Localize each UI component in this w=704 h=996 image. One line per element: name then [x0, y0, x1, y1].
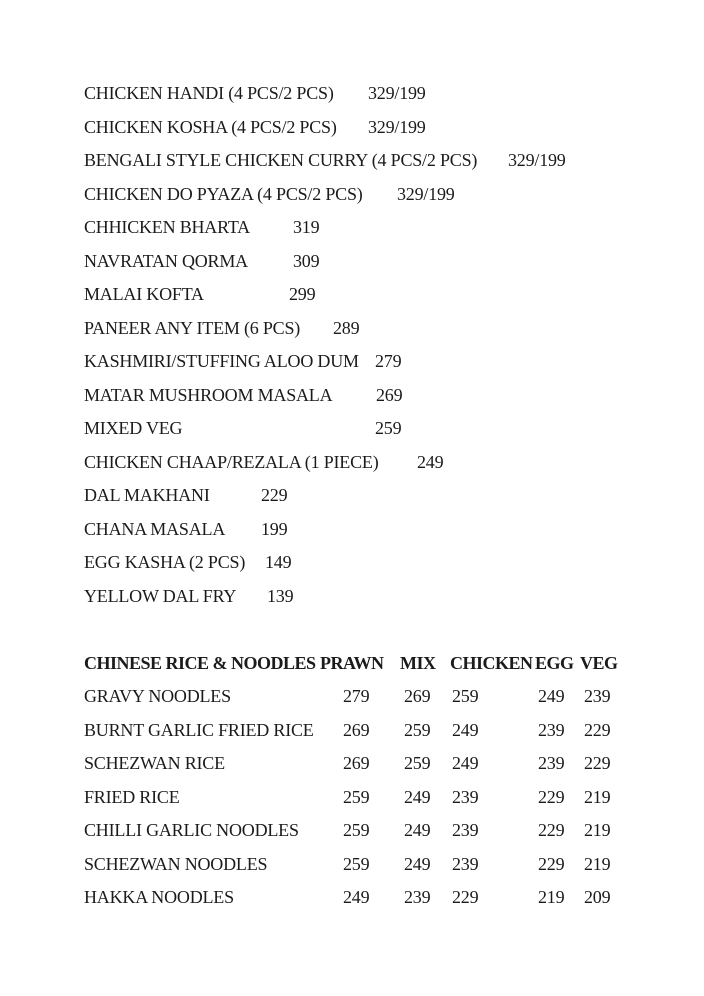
price-cell: 279 [343, 686, 370, 706]
menu-item-name: PANEER ANY ITEM (6 PCS) [84, 317, 301, 338]
menu-item-price: 329/199 [397, 183, 455, 204]
main-menu-section [84, 77, 644, 613]
price-cell: 259 [404, 719, 431, 740]
chinese-section [84, 647, 644, 915]
price-cell: 259 [343, 786, 370, 807]
menu-item-name: CHHICKEN BHARTA [84, 217, 250, 237]
menu-item-name: EGG KASHA (2 PCS) [84, 552, 246, 572]
menu-item-name: MATAR MUSHROOM MASALA [84, 384, 333, 405]
menu-item-name: CHICKEN HANDI (4 PCS/2 PCS) [84, 83, 334, 103]
menu-item-row [84, 111, 644, 145]
menu-item-price: 199 [261, 518, 288, 539]
price-cell: 239 [584, 686, 611, 706]
dish-name: BURNT GARLIC FRIED RICE [84, 719, 314, 740]
price-cell: 229 [538, 786, 565, 807]
menu-item-price: 329/199 [368, 83, 426, 103]
menu-item-price: 139 [267, 585, 294, 606]
dish-name: SCHEZWAN RICE [84, 753, 225, 773]
price-cell: 239 [452, 786, 479, 807]
table-row [84, 747, 644, 781]
table-row [84, 848, 644, 882]
price-cell: 239 [404, 887, 431, 907]
price-cell: 229 [452, 887, 479, 907]
menu-item-row [84, 211, 644, 245]
price-cell: 259 [452, 686, 479, 706]
menu-item-name: KASHMIRI/STUFFING ALOO DUM [84, 351, 359, 371]
menu-item-price: 279 [375, 351, 402, 371]
menu-item-price: 319 [293, 217, 320, 237]
menu-item-row [84, 412, 644, 446]
menu-item-name: DAL MAKHANI [84, 485, 210, 505]
price-cell: 239 [452, 853, 479, 874]
column-header-prawn: PRAWN [320, 652, 384, 673]
dish-name: GRAVY NOODLES [84, 686, 231, 706]
price-cell: 239 [452, 820, 479, 840]
price-cell: 259 [343, 820, 370, 840]
menu-item-price: 299 [289, 284, 316, 304]
table-row [84, 680, 644, 714]
menu-item-name: MIXED VEG [84, 418, 183, 438]
table-row [84, 781, 644, 815]
column-header-mix: MIX [400, 652, 436, 673]
price-cell: 219 [584, 820, 611, 840]
price-cell: 269 [404, 686, 431, 706]
menu-item-price: 229 [261, 485, 288, 505]
menu-item-row [84, 345, 644, 379]
menu-item-name: NAVRATAN QORMA [84, 250, 248, 271]
menu-item-row [84, 77, 644, 111]
chinese-rows [84, 680, 644, 915]
price-cell: 249 [343, 887, 370, 907]
price-cell: 249 [404, 820, 431, 840]
price-cell: 229 [538, 853, 565, 874]
price-cell: 249 [452, 719, 479, 740]
column-header-chicken: CHICKEN [450, 652, 533, 673]
menu-item-price: 309 [293, 250, 320, 271]
price-cell: 269 [343, 753, 370, 773]
price-cell: 249 [538, 686, 565, 706]
menu-item-row [84, 144, 644, 178]
dish-name: SCHEZWAN NOODLES [84, 853, 268, 874]
column-header-egg: EGG [535, 652, 574, 673]
menu-item-row [84, 312, 644, 346]
menu-item-price: 249 [417, 451, 444, 472]
price-cell: 209 [584, 887, 611, 907]
menu-item-row [84, 245, 644, 279]
menu-item-row [84, 513, 644, 547]
menu-item-name: CHICKEN DO PYAZA (4 PCS/2 PCS) [84, 183, 363, 204]
menu-item-price: 329/199 [368, 116, 426, 137]
price-cell: 219 [538, 887, 565, 907]
menu-item-row [84, 479, 644, 513]
dish-name: CHILLI GARLIC NOODLES [84, 820, 299, 840]
menu-item-name: MALAI KOFTA [84, 284, 204, 304]
menu-item-row [84, 580, 644, 614]
menu-item-row [84, 446, 644, 480]
menu-content [84, 77, 644, 915]
price-cell: 259 [343, 853, 370, 874]
menu-item-name: CHANA MASALA [84, 518, 226, 539]
menu-item-price: 329/199 [508, 150, 566, 170]
table-row [84, 881, 644, 915]
menu-item-row [84, 278, 644, 312]
menu-item-price: 259 [375, 418, 402, 438]
price-cell: 229 [584, 719, 611, 740]
price-cell: 249 [404, 786, 431, 807]
price-cell: 249 [404, 853, 431, 874]
menu-item-price: 289 [333, 317, 360, 338]
chinese-section-title: CHINESE RICE & NOODLES [84, 652, 316, 673]
chinese-header-row [84, 647, 644, 681]
price-cell: 239 [538, 753, 565, 773]
table-row [84, 814, 644, 848]
price-cell: 229 [584, 753, 611, 773]
price-cell: 219 [584, 786, 611, 807]
table-row [84, 714, 644, 748]
menu-item-price: 149 [265, 552, 292, 572]
menu-item-row [84, 379, 644, 413]
menu-item-row [84, 178, 644, 212]
menu-item-name: CHICKEN CHAAP/REZALA (1 PIECE) [84, 451, 379, 472]
dish-name: FRIED RICE [84, 786, 180, 807]
menu-item-name: YELLOW DAL FRY [84, 585, 237, 606]
menu-item-name: CHICKEN KOSHA (4 PCS/2 PCS) [84, 116, 337, 137]
price-cell: 269 [343, 719, 370, 740]
column-header-veg: VEG [580, 652, 618, 673]
price-cell: 259 [404, 753, 431, 773]
dish-name: HAKKA NOODLES [84, 887, 234, 907]
price-cell: 219 [584, 853, 611, 874]
menu-item-price: 269 [376, 384, 403, 405]
menu-item-row [84, 546, 644, 580]
price-cell: 249 [452, 753, 479, 773]
price-cell: 239 [538, 719, 565, 740]
menu-item-name: BENGALI STYLE CHICKEN CURRY (4 PCS/2 PCS) [84, 150, 478, 170]
price-cell: 229 [538, 820, 565, 840]
